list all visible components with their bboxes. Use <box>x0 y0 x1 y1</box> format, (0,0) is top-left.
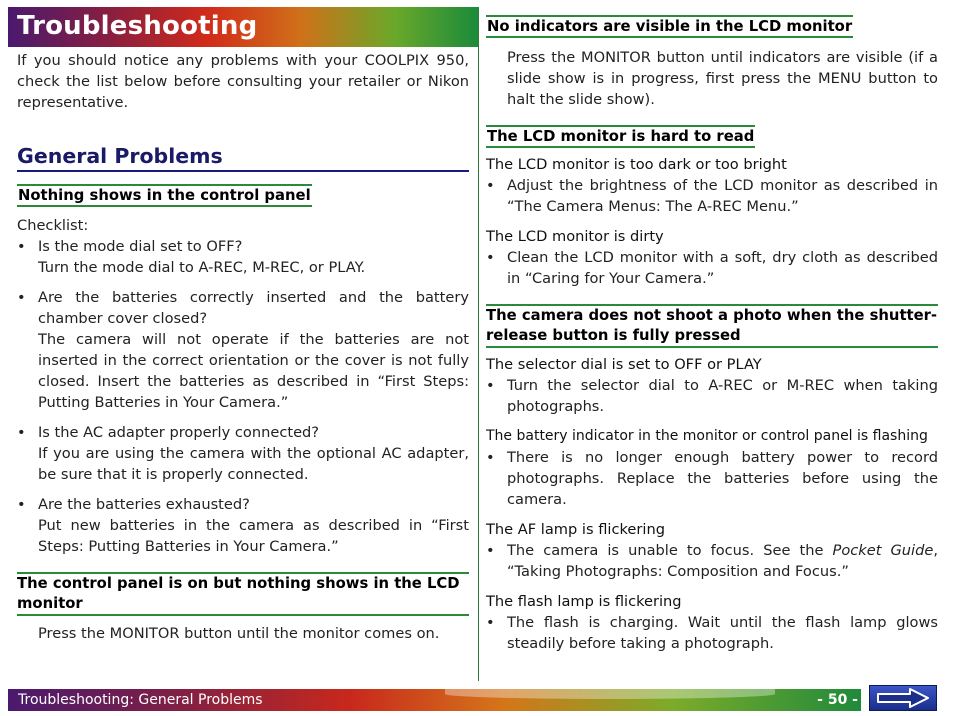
page-title: Troubleshooting <box>17 11 258 41</box>
fix-text: Adjust the brightness of the LCD monitor as described in “The Camera Menus: The A-REC Menu.” <box>507 177 938 215</box>
checklist-item <box>17 422 469 485</box>
footer-swoosh <box>445 689 775 699</box>
bullet: • <box>486 249 495 266</box>
cause-label: The battery indicator in the monitor or control panel is flashing <box>486 428 928 444</box>
checklist-answer: Turn the mode dial to A-REC, M-REC, or PLAY. <box>38 259 366 276</box>
section-title: General Problems <box>17 146 469 172</box>
problem-heading: Nothing shows in the control panel <box>17 184 312 207</box>
column-divider <box>478 9 479 681</box>
checklist-question: Are the batteries correctly inserted and the battery chamber cover closed? <box>38 289 469 327</box>
cause-label: The LCD monitor is dirty <box>486 228 664 245</box>
bullet: • <box>486 177 495 194</box>
checklist-question: Is the mode dial set to OFF? <box>38 238 243 255</box>
checklist-item <box>17 287 469 413</box>
problem-heading: The camera does not shoot a photo when the shutter-release button is fully pressed <box>486 304 938 348</box>
fix-item <box>486 247 938 289</box>
fix-item <box>486 447 938 510</box>
checklist-answer: The camera will not operate if the batteries are not inserted in the correct orientation or the cover is not fully closed. Insert the batteries as described in “First Steps: Putting Batteries in Your Camera.” <box>38 331 469 411</box>
fix-item <box>486 612 938 654</box>
left-column <box>17 50 469 644</box>
bullet: • <box>486 377 495 394</box>
cause-label: The AF lamp is flickering <box>486 521 665 538</box>
footer-label: Troubleshooting: General Problems <box>18 692 263 708</box>
cause-label: The LCD monitor is too dark or too bright <box>486 156 787 173</box>
problem-text: Press the MONITOR button until indicators are visible (if a slide show is in progress, first press the MENU button to halt the slide show). <box>507 49 938 108</box>
checklist-question: Are the batteries exhausted? <box>38 496 250 513</box>
cause-label: The flash lamp is flickering <box>486 593 682 610</box>
fix-item <box>486 540 938 582</box>
fix-text-pre: The camera is unable to focus. See the <box>507 542 833 559</box>
problem-text: Press the MONITOR button until the monitor comes on. <box>38 625 440 642</box>
page-number: - 50 - <box>817 692 858 708</box>
problem-heading: The control panel is on but nothing shows in the LCD monitor <box>17 572 469 616</box>
right-arrow-icon <box>870 686 936 710</box>
cause-label: The selector dial is set to OFF or PLAY <box>486 356 762 373</box>
checklist-item <box>17 494 469 557</box>
checklist-label: Checklist: <box>17 217 89 234</box>
checklist-item <box>17 236 469 278</box>
checklist-answer: Put new batteries in the camera as described in “First Steps: Putting Batteries in Your Camera.” <box>38 517 469 555</box>
fix-item <box>486 175 938 217</box>
fix-text <box>507 540 938 582</box>
intro-paragraph: If you should notice any problems with your COOLPIX 950, check the list below before consulting your retailer or Nikon representative. <box>17 52 469 111</box>
next-page-button[interactable] <box>869 685 937 711</box>
title-bar <box>8 7 479 47</box>
checklist-answer: If you are using the camera with the optional AC adapter, be sure that it is properly connected. <box>38 445 469 483</box>
bullet: • <box>486 449 495 466</box>
fix-text: Turn the selector dial to A-REC or M-REC when taking photographs. <box>507 377 938 415</box>
problem-heading: No indicators are visible in the LCD monitor <box>486 15 853 38</box>
checklist-question: Is the AC adapter properly connected? <box>38 424 320 441</box>
fix-item <box>486 375 938 417</box>
bullet: • <box>17 496 26 513</box>
bullet: • <box>17 238 26 255</box>
bullet: • <box>17 424 26 441</box>
bullet: • <box>486 614 495 631</box>
fix-text: There is no longer enough battery power to record photographs. Replace the batteries before using the camera. <box>507 449 938 508</box>
pocket-guide-title: Pocket Guide <box>832 542 934 559</box>
fix-text: The flash is charging. Wait until the flash lamp glows steadily before taking a photograph. <box>507 614 938 652</box>
problem-heading: The LCD monitor is hard to read <box>486 125 755 148</box>
fix-text: Clean the LCD monitor with a soft, dry cloth as described in “Caring for Your Camera.” <box>507 249 938 287</box>
bullet: • <box>17 289 26 306</box>
bullet: • <box>486 542 495 559</box>
fix-text-post: , “Taking Photographs: Composition and Focus.” <box>507 542 938 580</box>
footer-bar <box>8 689 861 711</box>
right-column <box>486 15 938 654</box>
